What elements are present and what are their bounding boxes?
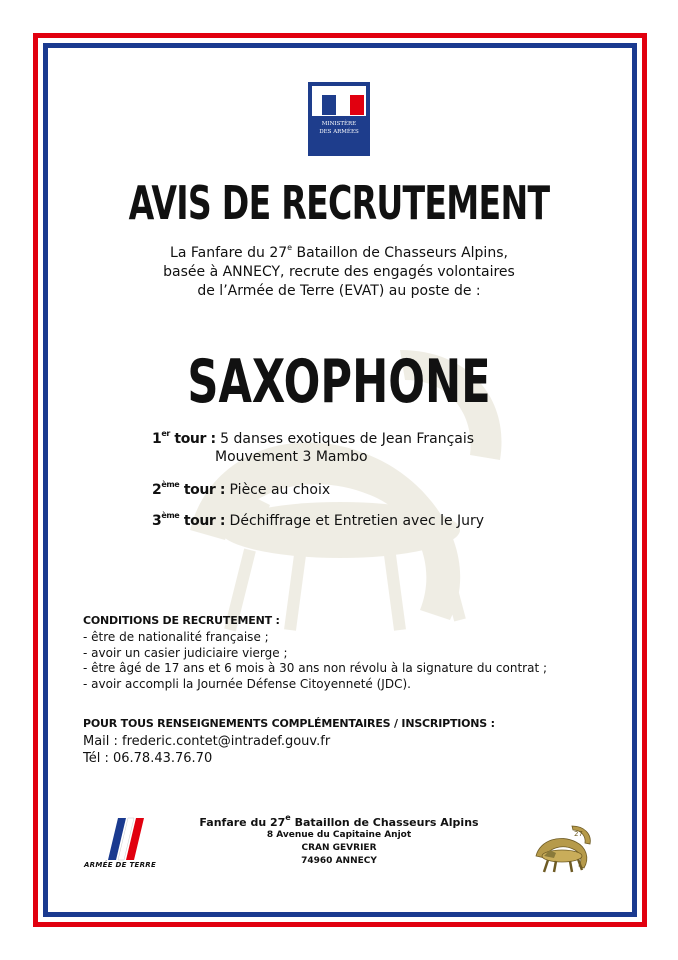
intro-line2: basée à ANNECY, recrute des engagés volontaires xyxy=(163,264,515,280)
intro-text xyxy=(0,244,678,301)
info-title: POUR TOUS RENSEIGNEMENTS COMPLÉMENTAIRES / INSCRIPTIONS : xyxy=(83,717,495,730)
armee-de-terre-text: ARMÉE DE TERRE xyxy=(83,861,157,869)
round-2-label: tour : xyxy=(179,482,230,498)
conditions-title: CONDITIONS DE RECRUTEMENT : xyxy=(83,614,280,627)
intro-line1-b: Bataillon de Chasseurs Alpins, xyxy=(292,245,508,261)
footer-name-sup: e xyxy=(285,813,291,823)
page-title: AVIS DE RECRUTEMENT xyxy=(128,176,550,230)
round-1-num: 1 xyxy=(152,431,162,447)
round-2 xyxy=(152,482,330,498)
condition-item: - être de nationalité française ; xyxy=(83,630,269,644)
contact-phone[interactable]: Tél : 06.78.43.76.70 xyxy=(83,751,213,766)
round-2-num: 2 xyxy=(152,482,162,498)
instrument-heading: SAXOPHONE xyxy=(187,347,491,417)
svg-text:27: 27 xyxy=(574,830,583,838)
round-1 xyxy=(152,431,474,447)
round-1-sup: er xyxy=(161,429,170,439)
intro-line3: de l’Armée de Terre (EVAT) au poste de : xyxy=(197,283,481,299)
chasseurs-horn-badge-icon xyxy=(526,822,596,874)
armee-de-terre-flag-icon xyxy=(78,812,162,862)
footer-address-line2: CRAN GEVRIER xyxy=(301,843,377,853)
armee-de-terre-logo xyxy=(78,812,162,874)
intro-line1-a: La Fanfare du 27 xyxy=(170,245,288,261)
footer-name-a: Fanfare du 27 xyxy=(199,816,286,829)
round-2-text: Pièce au choix xyxy=(229,482,331,498)
republique-francaise-marianne-icon xyxy=(312,86,366,116)
footer-address-line1: 8 Avenue du Capitaine Anjot xyxy=(266,830,412,840)
round-2-sup: ème xyxy=(161,480,180,490)
ministry-of-armed-forces-logo xyxy=(308,82,370,156)
round-3-text: Déchiffrage et Entretien avec le Jury xyxy=(229,513,485,529)
round-3-label: tour : xyxy=(179,513,230,529)
contact-mail[interactable]: Mail : frederic.contet@intradef.gouv.fr xyxy=(83,734,331,749)
round-1-label: tour : xyxy=(169,431,221,447)
round-3-sup: ème xyxy=(161,511,180,521)
round-3 xyxy=(152,513,484,529)
footer-address-line3: 74960 ANNECY xyxy=(301,856,377,866)
intro-line1-sup: e xyxy=(287,243,293,253)
condition-item: - être âgé de 17 ans et 6 mois à 30 ans non révolu à la signature du contrat ; xyxy=(83,661,548,675)
conditions-list xyxy=(83,630,547,692)
condition-item: - avoir accompli la Journée Défense Citoyenneté (JDC). xyxy=(83,676,411,691)
footer-name-b: Bataillon de Chasseurs Alpins xyxy=(290,816,479,829)
round-1-text-line2: Mouvement 3 Mambo xyxy=(215,449,368,465)
round-3-num: 3 xyxy=(152,513,162,529)
round-1-text: 5 danses exotiques de Jean Français xyxy=(220,431,475,447)
contact-block xyxy=(83,733,330,767)
ministry-name-line2: DES ARMÉES xyxy=(319,129,359,135)
ministry-name-line1: MINISTÈRE xyxy=(321,121,357,127)
condition-item: - avoir un casier judiciaire vierge ; xyxy=(83,645,288,660)
